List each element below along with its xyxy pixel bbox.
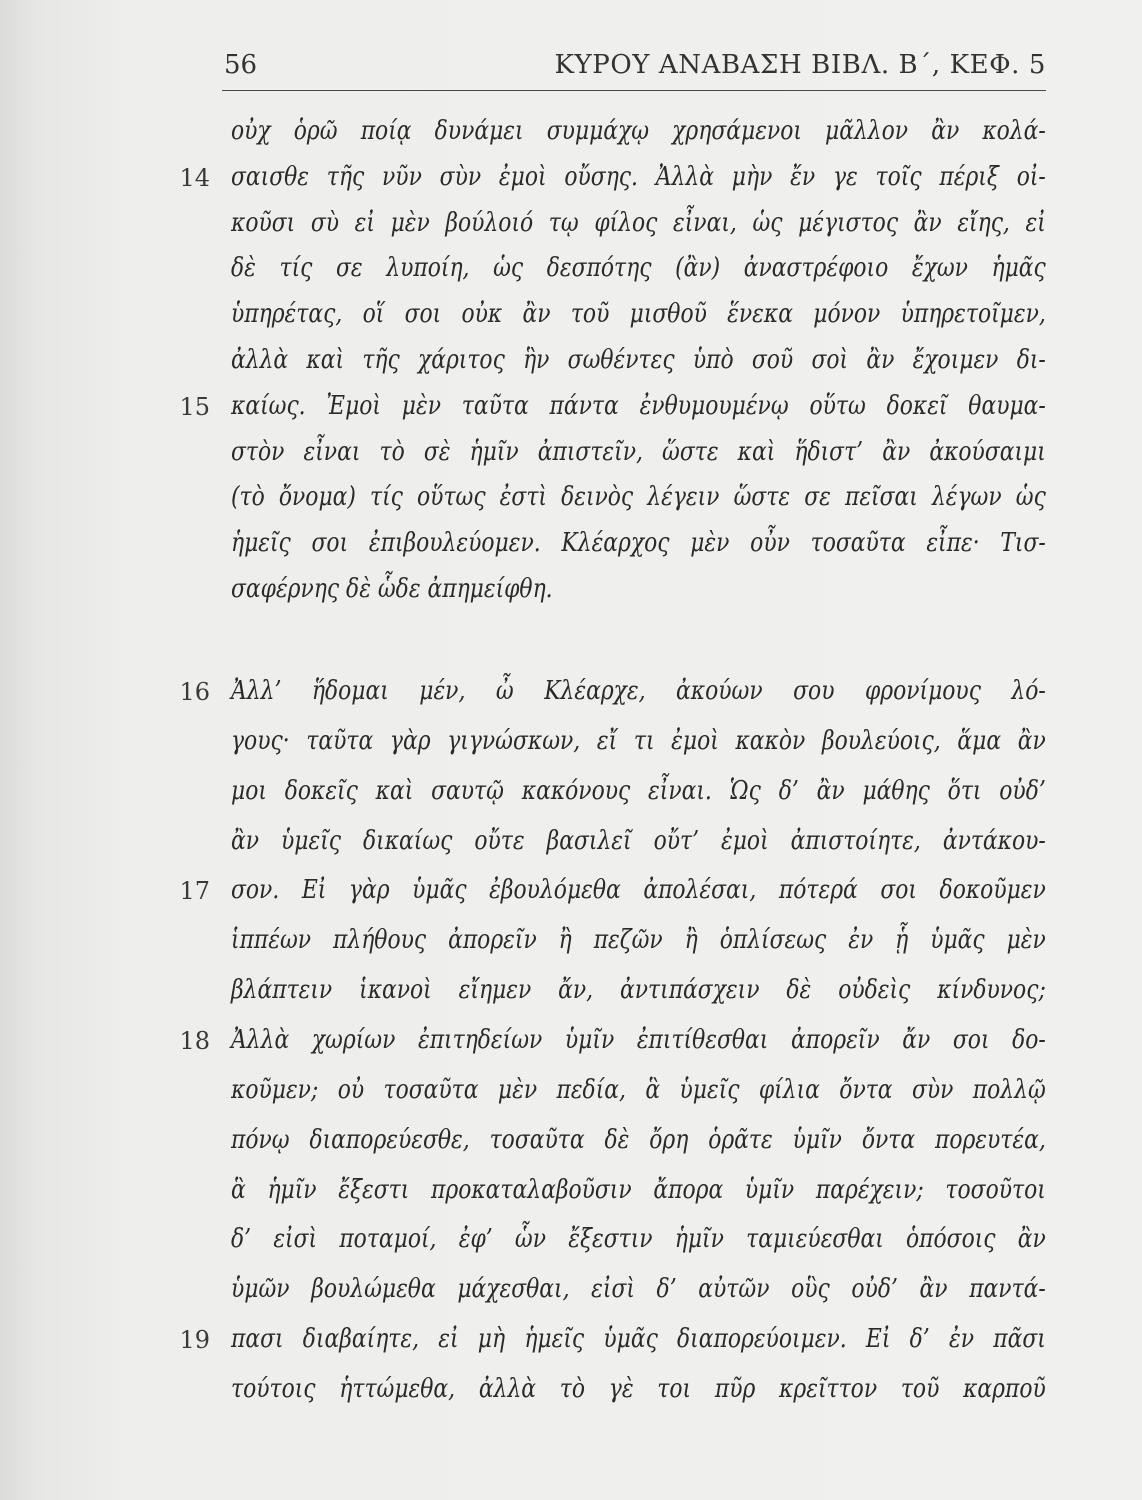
section-number: 19 <box>179 1326 210 1354</box>
text-line: σον. Εἰ γὰρ ὑμᾶς ἐβουλόμεθα ἀπολέσαι, πότερά σοι δοκοῦμεν <box>231 875 1046 906</box>
text-line: καίως. Ἐμοὶ μὲν ταῦτα πάντα ἐνθυμουμένῳ οὕτω δοκεῖ θαυμα- <box>231 390 1046 421</box>
section-number: 16 <box>179 678 210 706</box>
text-line: κοῦσι σὺ εἰ μὲν βούλοιό τῳ φίλος εἶναι, ὡς μέγιστος ἂν εἴης, εἰ <box>231 207 1046 238</box>
text-line: πόνῳ διαπορεύεσθε, τοσαῦτα δὲ ὄρη ὁρᾶτε ὑμῖν ὄντα πορευτέα, <box>231 1124 1046 1155</box>
text-line: κοῦμεν; οὐ τοσαῦτα μὲν πεδία, ἃ ὑμεῖς φίλια ὄντα σὺν πολλῷ <box>231 1074 1046 1105</box>
text-line: πασι διαβαίητε, εἰ μὴ ἡμεῖς ὑμᾶς διαπορεύοιμεν. Εἰ δ’ ἐν πᾶσι <box>231 1324 1046 1355</box>
text-line: ἀλλὰ καὶ τῆς χάριτος ἣν σωθέντες ὑπὸ σοῦ σοὶ ἂν ἔχοιμεν δι- <box>231 344 1046 375</box>
text-line: ἂν ὑμεῖς δικαίως οὔτε βασιλεῖ οὔτ’ ἐμοὶ ἀπιστοίητε, ἀντάκου- <box>231 825 1046 856</box>
text-line: στὸν εἶναι τὸ σὲ ἡμῖν ἀπιστεῖν, ὥστε καὶ ἥδιστ’ ἂν ἀκούσαιμι <box>231 436 1046 467</box>
text-line: μοι δοκεῖς καὶ σαυτῷ κακόνους εἶναι. Ὡς δ’ ἂν μάθης ὅτι οὐδ’ <box>231 775 1046 806</box>
section-number: 14 <box>179 164 210 192</box>
text-line: τούτοις ἡττώμεθα, ἀλλὰ τὸ γὲ τοι πῦρ κρεῖττον τοῦ καρποῦ <box>231 1374 1046 1405</box>
text-line: ἡμεῖς σοι ἐπιβουλεύομεν. Κλέαρχος μὲν οὖν τοσαῦτα εἶπε· Τισ- <box>231 528 1046 559</box>
text-line: δὲ τίς σε λυποίη, ὡς δεσπότης (ἂν) ἀναστρέφοιο ἔχων ἡμᾶς <box>231 253 1046 284</box>
text-line: ἱππέων πλήθους ἀπορεῖν ἢ πεζῶν ἢ ὁπλίσεως ἐν ᾗ ὑμᾶς μὲν <box>231 925 1046 956</box>
header-rule <box>222 90 1046 91</box>
text-line: ὑπηρέτας, οἵ σοι οὐκ ἂν τοῦ μισθοῦ ἕνεκα μόνον ὑπηρετοῖμεν, <box>231 299 1046 330</box>
text-line: σαισθε τῆς νῦν σὺν ἐμοὶ οὔσης. Ἀλλὰ μὴν ἔν γε τοῖς πέριξ οἰ- <box>231 161 1046 192</box>
text-line: βλάπτειν ἱκανοὶ εἴημεν ἄν, ἀντιπάσχειν δὲ οὐδεὶς κίνδυνος; <box>231 975 1046 1006</box>
text-line: δ’ εἰσὶ ποταμοί, ἐφ’ ὧν ἔξεστιν ἡμῖν ταμιεύεσθαι ὁπόσοις ἂν <box>231 1224 1046 1255</box>
text-line: Ἀλλὰ χωρίων ἐπιτηδείων ὑμῖν ἐπιτίθεσθαι ἀπορεῖν ἄν σοι δο- <box>231 1025 1046 1056</box>
paragraph <box>231 109 1046 613</box>
paragraph <box>231 667 1046 1415</box>
text-line: (τὸ ὄνομα) τίς οὕτως ἐστὶ δεινὸς λέγειν ὥστε σε πεῖσαι λέγων ὡς <box>231 482 1046 513</box>
text-line: οὐχ ὁρῶ ποίᾳ δυνάμει συμμάχῳ χρησάμενοι μᾶλλον ἂν κολά- <box>231 116 1046 146</box>
text-line: Ἀλλ’ ἥδομαι μέν, ὦ Κλέαρχε, ἀκούων σου φρονίμους λό- <box>231 676 1046 706</box>
section-number: 18 <box>179 1027 210 1055</box>
running-title: ΚΥΡΟΥ ΑΝΑΒΑΣΗ ΒΙΒΛ. Β΄, ΚΕΦ. 5 <box>554 50 1046 80</box>
page-number: 56 <box>224 50 258 80</box>
section-number: 15 <box>179 393 210 421</box>
section-number: 17 <box>179 877 210 905</box>
text-line: γους· ταῦτα γὰρ γιγνώσκων, εἴ τι ἐμοὶ κακὸν βουλεύοις, ἅμα ἂν <box>231 725 1046 756</box>
text-line: ἃ ἡμῖν ἔξεστι προκαταλαβοῦσιν ἄπορα ὑμῖν παρέχειν; τοσοῦτοι <box>231 1174 1046 1205</box>
text-line: ὑμῶν βουλώμεθα μάχεσθαι, εἰσὶ δ’ αὐτῶν οὓς οὐδ’ ἂν παντά- <box>231 1274 1046 1305</box>
text-line: σαφέρνης δὲ ὧδε ἀπημείφθη. <box>231 573 553 604</box>
